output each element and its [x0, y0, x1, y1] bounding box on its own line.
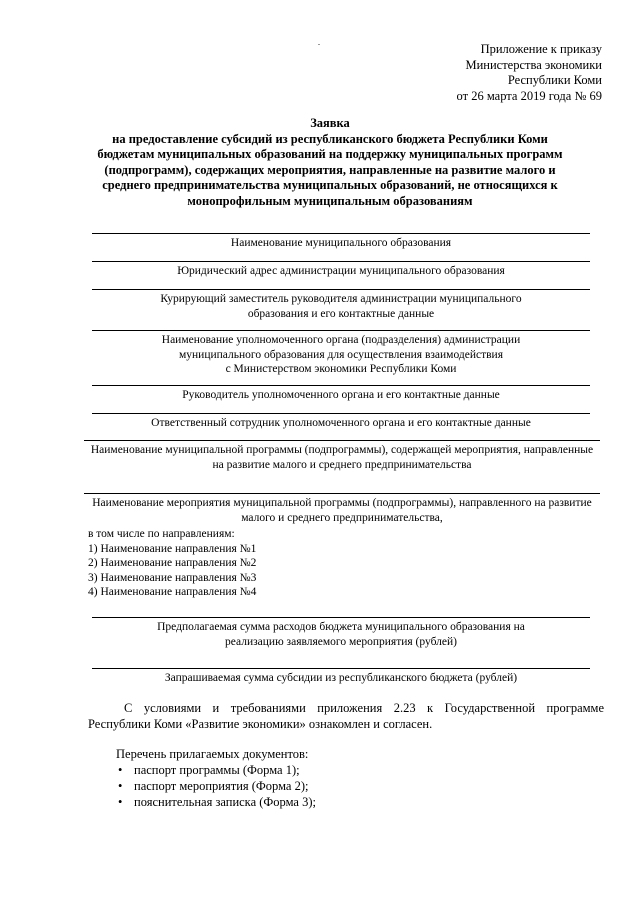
program-name-field[interactable] [84, 440, 600, 472]
event-name-field[interactable] [84, 493, 600, 525]
bullet-icon: • [118, 795, 123, 809]
title-line: среднего предпринимательства муниципальных образований, не относящихся к [102, 178, 558, 192]
document-item [116, 794, 316, 810]
title-line: (подпрограмм), содержащих мероприятия, направленные на развитие малого и [104, 162, 556, 177]
field-caption: Курирующий заместитель руководителя администрации муниципального [160, 293, 522, 305]
title-heading: Заявка [310, 116, 350, 130]
title-line: бюджетам муниципальных образований на поддержку муниципальных программ [97, 147, 563, 161]
field-caption: на развитие малого и среднего предпринимательства [212, 458, 472, 471]
title-line: монопрофильным муниципальным образованиям [187, 193, 473, 208]
legal-address-field[interactable] [92, 261, 590, 279]
body-head-field[interactable] [92, 385, 590, 403]
directions-header: в том числе по направлениям: [88, 528, 235, 540]
field-caption: Предполагаемая сумма расходов бюджета муниципального образования на [157, 621, 525, 633]
municipality-name-field[interactable] [92, 233, 590, 251]
appendix-header [457, 42, 602, 104]
appendix-line: Республики Коми [507, 73, 602, 87]
agreement-text: С условиями и требованиями приложения 2.23 к Государственной программе [124, 701, 604, 715]
document-item [116, 762, 316, 778]
field-caption: Руководитель уполномоченного органа и его контактные данные [182, 389, 500, 401]
field-caption: Наименование мероприятия муниципальной программы (подпрограммы), направленного на развитие [92, 497, 592, 509]
bullet-icon: • [118, 779, 123, 793]
field-caption: Юридический адрес администрации муниципального образования [177, 265, 505, 277]
field-caption: с Министерством экономики Республики Коми [225, 363, 457, 375]
requested-subsidy-field[interactable] [92, 668, 590, 686]
direction-item: 4) Наименование направления №4 [88, 586, 257, 598]
directions-list [88, 527, 256, 600]
authorized-body-field[interactable] [92, 330, 590, 377]
field-caption: образования и его контактные данные [247, 307, 435, 320]
bullet-icon: • [118, 763, 123, 777]
field-caption: Наименование муниципального образования [230, 237, 452, 249]
fill-line [92, 668, 590, 669]
title-line: на предоставление субсидий из республиканского бюджета Республики Коми [112, 131, 548, 146]
fill-line [84, 440, 600, 441]
fill-line [84, 493, 600, 494]
appendix-line: от 26 марта 2019 года № 69 [456, 88, 602, 103]
direction-item: 2) Наименование направления №2 [88, 557, 257, 569]
attached-documents [116, 746, 316, 810]
fill-line [92, 385, 590, 386]
fill-line [92, 233, 590, 234]
document-title [80, 116, 580, 209]
documents-header: Перечень прилагаемых документов: [116, 747, 309, 761]
document-item-text: пояснительная записка (Форма 3); [134, 795, 316, 809]
scan-speck [318, 44, 320, 45]
document-item-text: паспорт программы (Форма 1); [134, 763, 300, 777]
document-item [116, 778, 316, 794]
appendix-line: Приложение к приказу [480, 42, 602, 56]
field-caption: Запрашиваемая сумма субсидии из республиканского бюджета (рублей) [164, 672, 518, 684]
agreement-statement [88, 700, 604, 732]
deputy-head-field[interactable] [92, 289, 590, 321]
field-caption: Наименование уполномоченного органа (подразделения) администрации [161, 334, 521, 346]
agreement-text: Республики Коми «Развитие экономики» ознакомлен и согласен. [88, 717, 433, 731]
field-caption: Ответственный сотрудник уполномоченного органа и его контактные данные [151, 417, 531, 429]
fill-line [92, 261, 590, 262]
direction-item: 3) Наименование направления №3 [88, 571, 257, 584]
responsible-employee-field[interactable] [92, 413, 590, 431]
appendix-line: Министерства экономики [465, 57, 602, 72]
field-caption: муниципального образования для осуществления взаимодействия [179, 348, 503, 361]
field-caption: малого и среднего предпринимательства, [241, 511, 443, 524]
document-item-text: паспорт мероприятия (Форма 2); [134, 779, 309, 793]
fill-line [92, 330, 590, 331]
fill-line [92, 617, 590, 618]
direction-item: 1) Наименование направления №1 [88, 542, 257, 555]
field-caption: реализацию заявляемого мероприятия (рублей) [225, 635, 457, 648]
field-caption: Наименование муниципальной программы (подпрограммы), содержащей мероприятия, направленные [90, 444, 594, 456]
estimated-sum-field[interactable] [92, 617, 590, 649]
fill-line [92, 413, 590, 414]
fill-line [92, 289, 590, 290]
